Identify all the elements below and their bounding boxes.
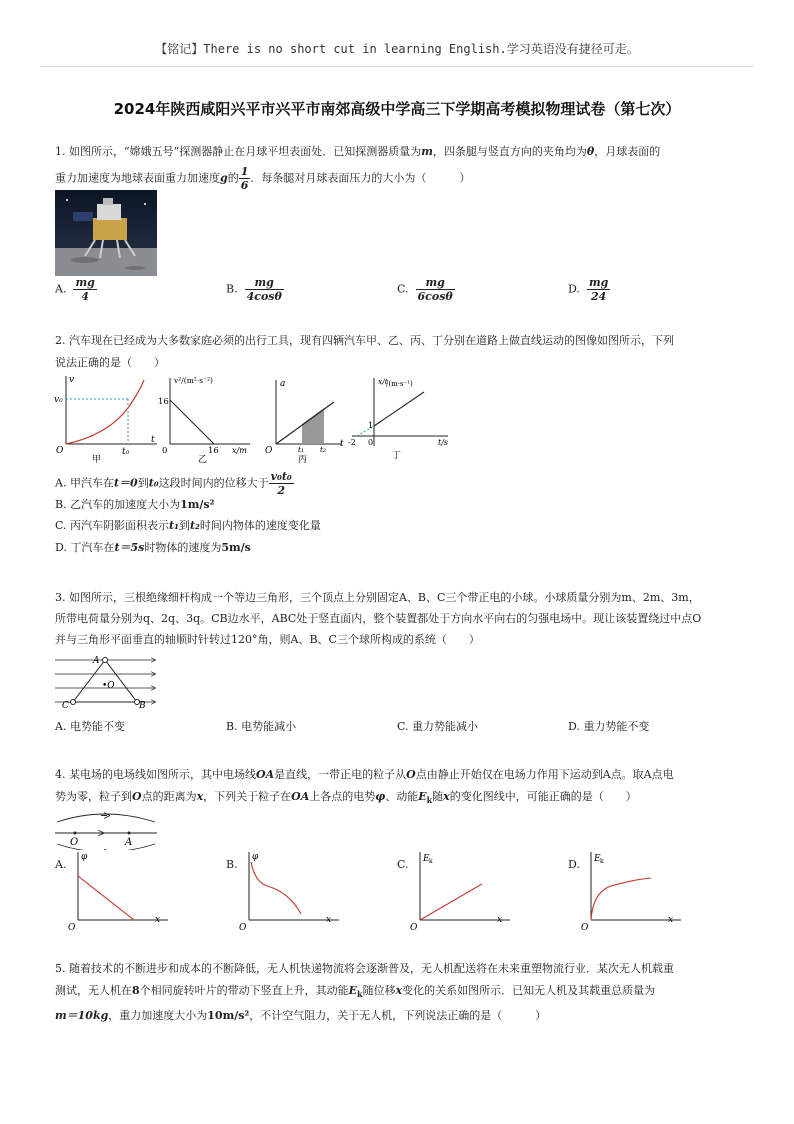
q4-option-d-label[interactable]: D.	[568, 858, 580, 871]
q4-field-lines	[55, 808, 159, 850]
svg-text:O: O	[68, 923, 76, 932]
question-3-line-1: 3. 如图所示，三根绝缘细杆构成一个等边三角形，三个顶点上分别固定A、B、C三个带正电的小球。小球质量分别为m、2m、3m，	[55, 591, 700, 604]
svg-text:O: O	[239, 923, 247, 932]
page-title: 2024年陕西咸阳兴平市兴平市南郊高级中学高三下学期高考模拟物理试卷（第七次）	[113, 100, 681, 118]
q3-triangle-figure	[55, 652, 159, 710]
svg-text:k: k	[600, 858, 604, 865]
svg-text:/(m·s⁻¹): /(m·s⁻¹)	[386, 380, 413, 388]
svg-text:O: O	[56, 446, 64, 456]
q4-option-c-graph[interactable]	[410, 848, 520, 932]
svg-text:O: O	[265, 446, 273, 456]
svg-text:t: t	[340, 439, 344, 449]
svg-text:v²/(m²·s⁻²): v²/(m²·s⁻²)	[174, 376, 213, 385]
svg-text:乙: 乙	[198, 455, 208, 464]
svg-text:k: k	[429, 858, 433, 865]
svg-text:•O: •O	[102, 681, 115, 691]
question-3-line-2: 所带电荷量分别为q、2q、3q。CB边水平，ABC处于竖直面内，整个装置都处于方向水平向右的匀强电场中。现让该装置绕过中点O	[55, 612, 702, 625]
q3-option-d[interactable]: D. 重力势能不变	[568, 720, 650, 733]
question-2-line-2: 说法正确的是（ ）	[55, 356, 165, 369]
question-5	[55, 958, 745, 1027]
header-divider	[40, 66, 754, 67]
q1-option-d[interactable]: D. $\frac{mg}{24}$	[568, 276, 609, 303]
svg-text:A: A	[93, 656, 100, 666]
svg-text:O: O	[581, 923, 589, 932]
q4-option-b-label[interactable]: B.	[226, 858, 238, 871]
svg-text:φ: φ	[252, 852, 259, 862]
q2-option-d[interactable]: D. 丁汽车在t＝5s时物体的速度为5m/s	[55, 541, 251, 554]
svg-text:t₀: t₀	[122, 447, 130, 457]
svg-text:t₁: t₁	[298, 445, 305, 454]
svg-text:x: x	[155, 915, 161, 925]
motto-banner: 【铭记】There is no short cut in learning English.学习英语没有捷径可走。	[155, 42, 639, 56]
svg-text:0: 0	[368, 438, 374, 447]
svg-text:x: x	[497, 915, 503, 925]
svg-text:B: B	[139, 701, 146, 710]
graph-bing	[265, 379, 344, 464]
question-2-line-1: 2. 汽车现在已经成为大多数家庭必须的出行工具，现有四辆汽车甲、乙、丙、丁分别在道路上做直线运动的图像如图所示，下列	[55, 334, 674, 347]
q4-option-d-graph[interactable]	[581, 848, 691, 932]
q1-option-b[interactable]: B. $\frac{mg}{4\cos\theta}$	[226, 276, 282, 303]
svg-text:丙: 丙	[298, 455, 308, 464]
question-1	[55, 141, 745, 192]
q3-option-a[interactable]: A. 电势能不变	[55, 720, 125, 733]
svg-text:甲: 甲	[92, 455, 102, 464]
svg-text:a: a	[280, 379, 286, 389]
question-5-line-3: m＝10kg，重力加速度大小为10m/s²，不计空气阻力，关于无人机，下列说法正确的是（ ）	[55, 1009, 547, 1023]
svg-text:x/m: x/m	[232, 446, 247, 455]
lunar-lander-photo	[55, 190, 157, 276]
question-3-line-3: 并与三角形平面垂直的轴顺时针转过120°角，则A、B、C三个球所构成的系统（ ）	[55, 633, 480, 646]
svg-text:x/t: x/t	[378, 377, 388, 386]
question-5-line-1: 5. 随着技术的不断进步和成本的不断降低，无人机快递物流将会逐渐普及，无人机配送将在未来重塑物流行业．某次无人机载重	[55, 962, 674, 975]
q1-option-a[interactable]: A. $\frac{mg}{4}$	[55, 276, 95, 303]
question-5-line-2: 测试，无人机在8个相同旋转叶片的带动下竖直上升，其动能$E_k$随位移x变化的关系如图所示．已知无人机及其载重总质量为	[55, 984, 656, 1000]
question-1-line-2: 重力加速度为地球表面重力加速度g的 $\frac{1}{6}$ ．每条腿对月球表面压力的大小为（ ）	[55, 165, 471, 192]
svg-text:O: O	[410, 923, 418, 932]
svg-text:v: v	[69, 375, 75, 385]
question-4-line-2: 势为零，粒子到O点的距离为x，下列关于粒子在OA上各点的电势φ、动能$E_k$随x的变化图线中，可能正确的是（ ）	[55, 790, 637, 806]
q2-option-a[interactable]: A. 甲汽车在t＝0到t₀这段时间内的位移大于 $\frac{\text{v₀t₀}}{2}$	[55, 470, 292, 497]
svg-text:x: x	[326, 915, 332, 925]
graph-jia	[54, 375, 157, 464]
svg-text:x: x	[668, 915, 674, 925]
q2-option-c[interactable]: C. 丙汽车阴影面积表示t₁到t₂时间内物体的速度变化量	[55, 519, 321, 532]
svg-text:A: A	[125, 837, 133, 848]
q1-option-c[interactable]: C. $\frac{mg}{6\cos\theta}$	[397, 276, 453, 303]
q2-option-b[interactable]: B. 乙汽车的加速度大小为1m/s²	[55, 498, 215, 511]
svg-text:v₀: v₀	[54, 395, 63, 405]
svg-text:t/s: t/s	[438, 438, 449, 447]
q3-option-b[interactable]: B. 电势能减小	[226, 720, 297, 733]
svg-text:E: E	[594, 854, 601, 864]
svg-text:C: C	[62, 701, 69, 710]
svg-text:16: 16	[208, 446, 219, 456]
q4-option-a-graph[interactable]	[68, 848, 178, 932]
q4-option-a-label[interactable]: A.	[55, 858, 67, 871]
svg-text:t: t	[151, 435, 155, 445]
svg-text:-2: -2	[348, 438, 356, 447]
svg-text:16: 16	[158, 397, 169, 407]
q2-graphs	[52, 372, 462, 464]
svg-text:E: E	[423, 854, 430, 864]
graph-yi	[158, 376, 250, 464]
svg-text:1: 1	[368, 421, 374, 430]
svg-text:0: 0	[162, 446, 168, 456]
svg-text:φ: φ	[81, 852, 88, 862]
question-3	[55, 587, 745, 650]
question-2	[55, 330, 745, 374]
svg-text:丁: 丁	[392, 451, 402, 461]
q4-option-c-label[interactable]: C.	[397, 858, 409, 871]
question-4-line-1: 4. 某电场的电场线如图所示，其中电场线OA是直线，一带正电的粒子从O点由静止开始仅在电场力作用下运动到A点。取A点电	[55, 768, 674, 781]
q3-option-c[interactable]: C. 重力势能减小	[397, 720, 479, 733]
svg-text:O: O	[70, 837, 79, 848]
fraction-one-sixth: $\frac{1}{6}$	[240, 165, 249, 192]
graph-ding	[348, 377, 448, 461]
question-4	[55, 764, 745, 811]
question-1-line-1: 1. 如图所示，“嫦娥五号”探测器静止在月球平坦表面处．已知探测器质量为m，四条腿与竖直方向的夹角均为θ，月球表面的	[55, 145, 661, 158]
svg-text:t₂: t₂	[320, 445, 327, 454]
q4-option-b-graph[interactable]	[239, 848, 349, 932]
